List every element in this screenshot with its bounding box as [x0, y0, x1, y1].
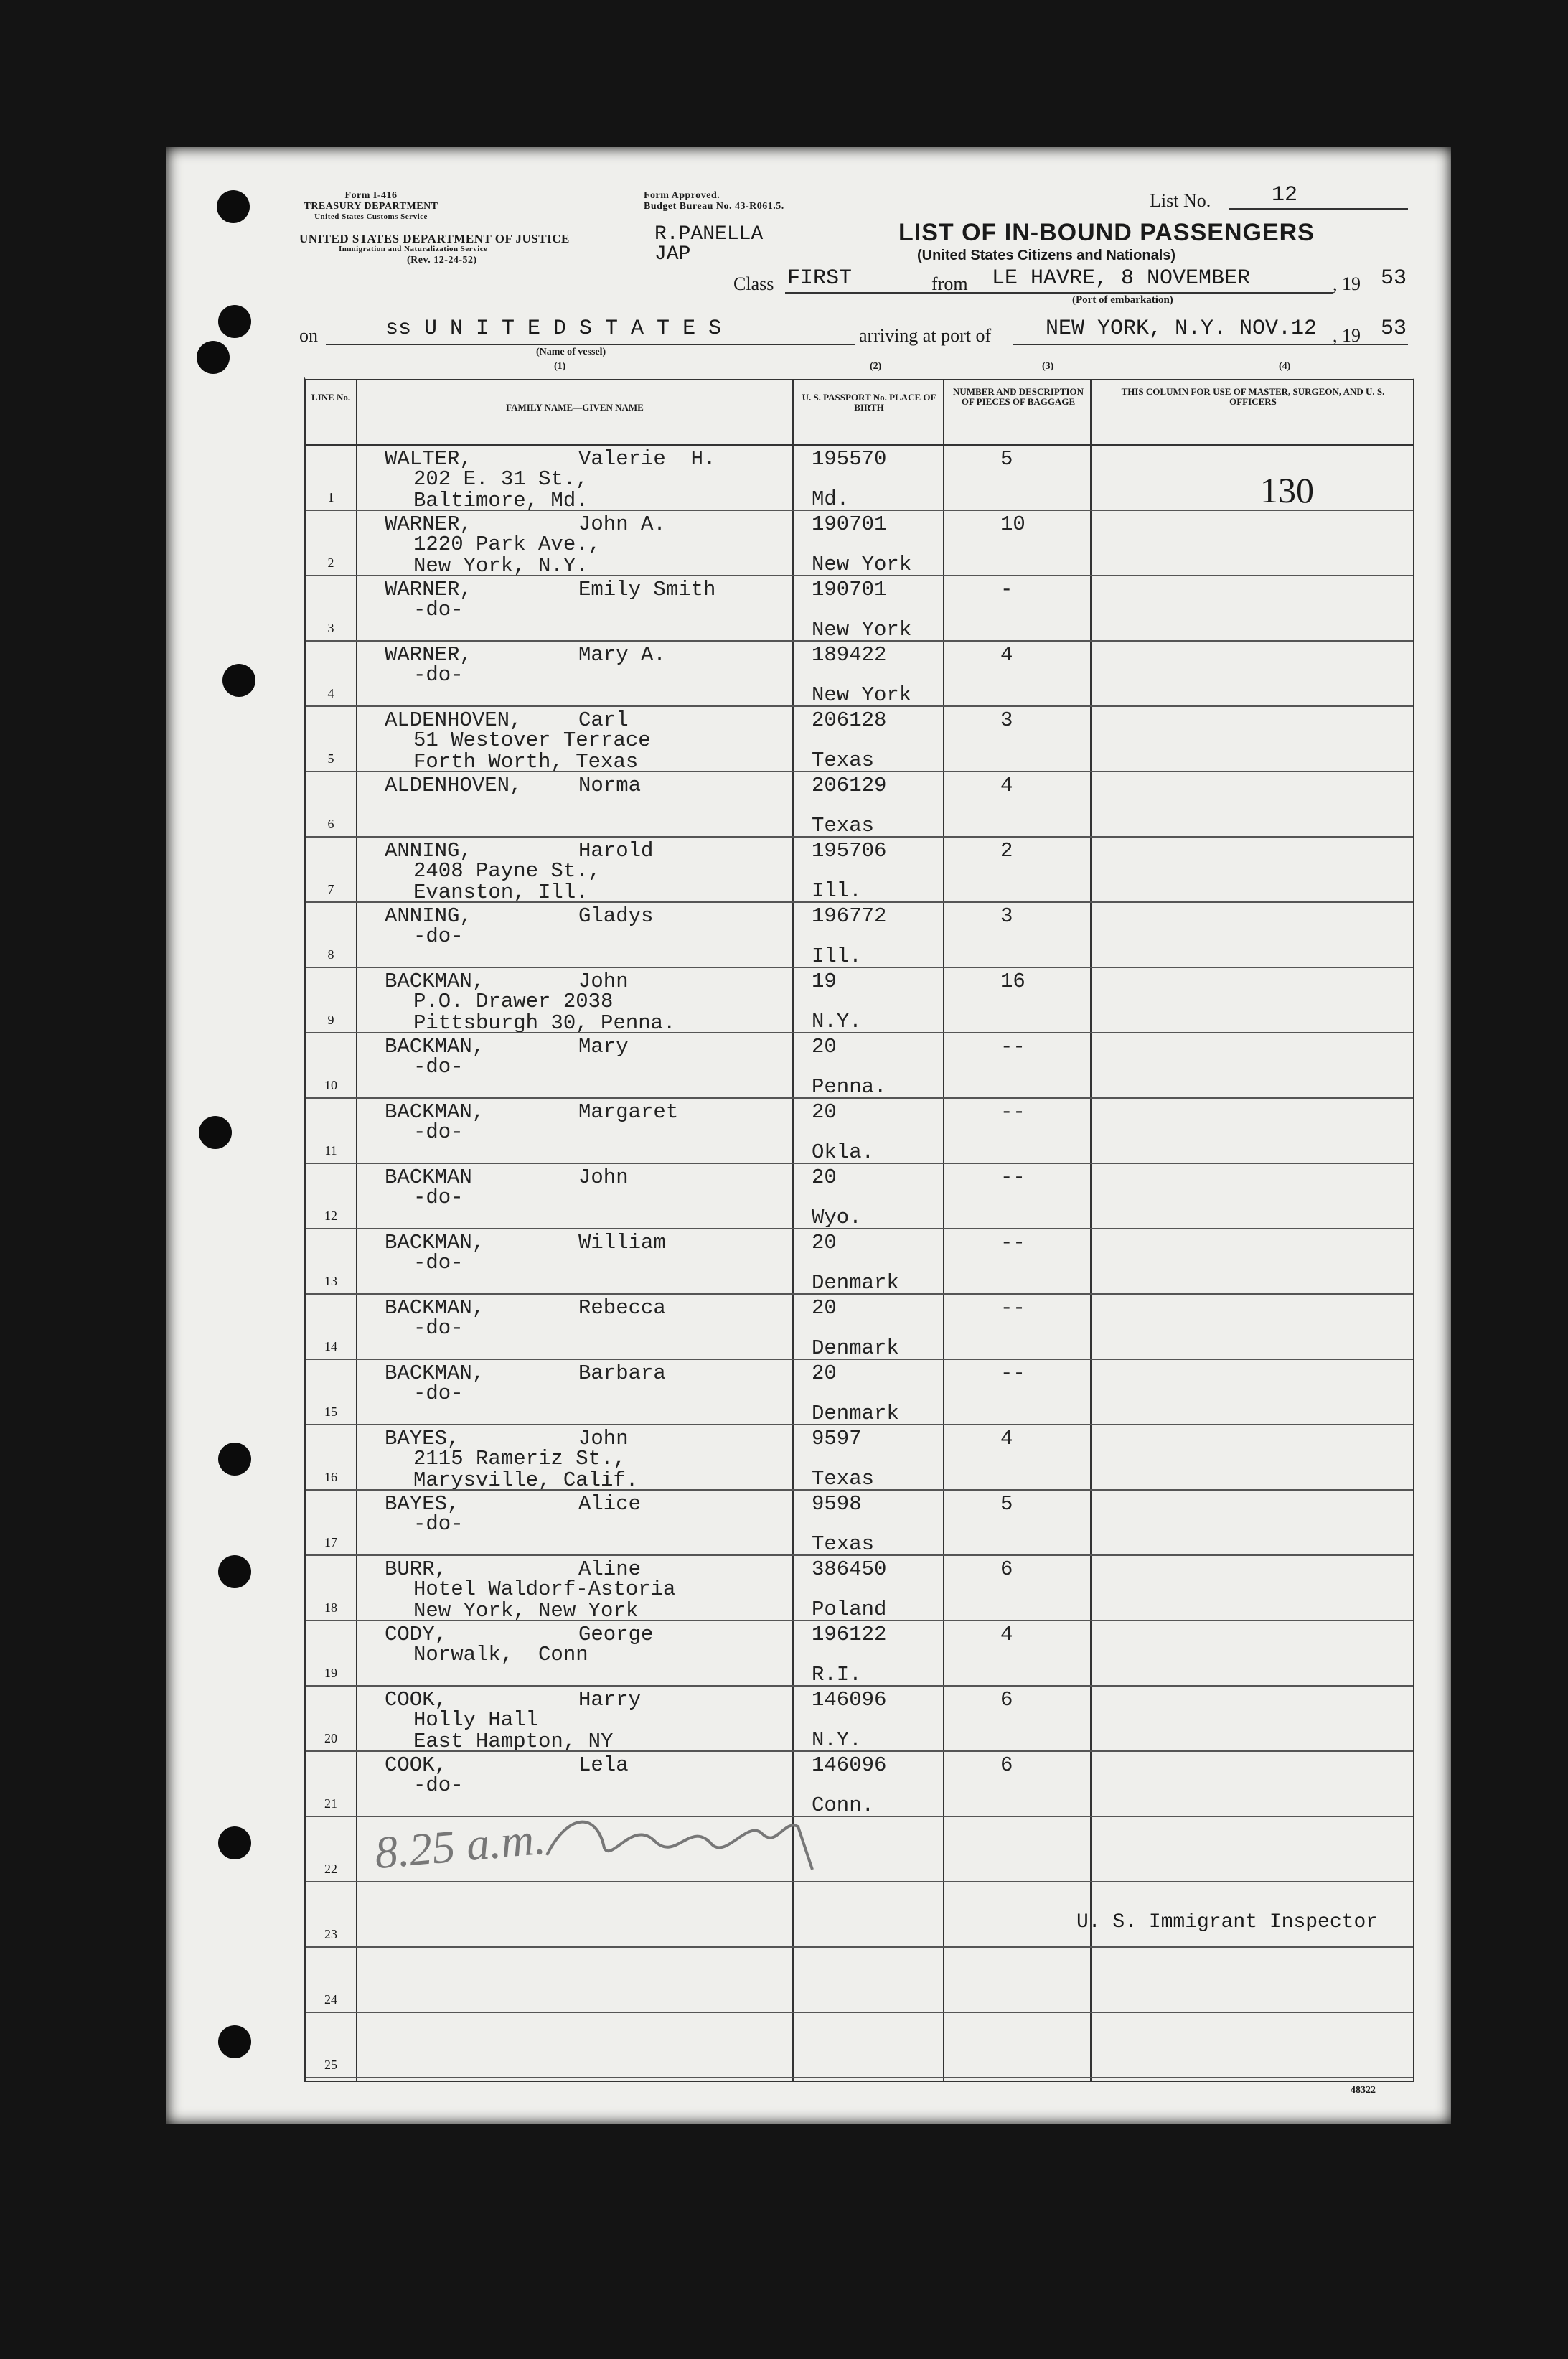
punch-hole [197, 341, 230, 374]
place-of-birth: Wyo. [812, 1206, 862, 1229]
baggage-count: 4 [1000, 643, 1013, 667]
family-name: BACKMAN [385, 1166, 472, 1189]
baggage-count: 5 [1000, 1492, 1013, 1516]
line-number: 23 [324, 1927, 337, 1941]
baggage-count: -- [1000, 1296, 1025, 1320]
given-name: Rebecca [578, 1296, 666, 1320]
given-name: Carl [578, 708, 629, 732]
table-row [306, 1229, 1413, 1295]
baggage-count: 3 [1000, 708, 1013, 732]
family-name: BACKMAN, [385, 1361, 485, 1385]
col-num-1: (1) [554, 361, 566, 372]
family-name: COOK, [385, 1753, 448, 1777]
passport-number: 20 [812, 1361, 837, 1385]
ins-label: Immigration and Naturalization Service [339, 245, 488, 253]
table-row [306, 1752, 1413, 1817]
baggage-count: 4 [1000, 774, 1013, 797]
table-row [306, 1425, 1413, 1491]
place-of-birth: Denmark [812, 1271, 899, 1295]
footer-form-number: 48322 [1351, 2085, 1376, 2096]
table-row [306, 2013, 1413, 2078]
family-name: WARNER, [385, 512, 472, 536]
line-number: 9 [327, 1013, 334, 1027]
arrival-year-prefix: , 19 [1333, 325, 1361, 346]
address: -do- [413, 1055, 464, 1079]
table-row [306, 1164, 1413, 1229]
address: 2115 Rameriz St., Marysville, Calif. [413, 1447, 639, 1492]
arrival-year: 53 [1381, 316, 1407, 341]
given-name: Emily Smith [578, 578, 716, 601]
col-header-name: FAMILY NAME—GIVEN NAME [506, 402, 644, 413]
agent-code: JAP [654, 243, 691, 266]
baggage-count: -- [1000, 1166, 1025, 1189]
customs-label: United States Customs Service [314, 212, 428, 221]
col-header-officers: THIS COLUMN FOR USE OF MASTER, SURGEON, AND U. S. OFFICERS [1121, 386, 1385, 407]
address: 51 Westover Terrace Forth Worth, Texas [413, 728, 651, 774]
line-number: 7 [327, 882, 334, 896]
arriving-label: arriving at port of [859, 325, 992, 346]
line-number: 20 [324, 1731, 337, 1745]
family-name: BAYES, [385, 1492, 460, 1516]
col-header-baggage: NUMBER AND DESCRIPTION OF PIECES OF BAGGAGE [952, 386, 1084, 407]
col-num-3: (3) [1042, 361, 1054, 372]
baggage-count: 4 [1000, 1623, 1013, 1646]
given-name: John [578, 1166, 629, 1189]
vessel-caption: (Name of vessel) [536, 347, 606, 357]
from-label: from [931, 273, 968, 294]
given-name: John [578, 970, 629, 993]
place-of-birth: Texas [812, 749, 875, 772]
passport-number: 195570 [812, 447, 887, 471]
vessel-underline [326, 344, 855, 345]
given-name: Alice [578, 1492, 642, 1516]
family-name: WARNER, [385, 578, 472, 601]
passport-number: 195706 [812, 839, 887, 863]
family-name: ALDENHOVEN, [385, 708, 522, 732]
justice-block [299, 233, 601, 266]
table-row [306, 1099, 1413, 1164]
passport-number: 190701 [812, 512, 887, 536]
table-row [306, 1556, 1413, 1621]
on-label: on [299, 325, 318, 346]
passport-number: 9597 [812, 1427, 862, 1450]
line-number: 6 [327, 817, 334, 831]
punch-hole [218, 1555, 251, 1588]
given-name: Aline [578, 1557, 642, 1581]
table-row [306, 1491, 1413, 1556]
table-row [306, 1687, 1413, 1752]
given-name: Norma [578, 774, 642, 797]
family-name: CODY, [385, 1623, 448, 1646]
agent-name: R.PANELLA [654, 223, 764, 245]
place-of-birth: Okla. [812, 1140, 875, 1164]
officer-note: 130 [1260, 470, 1314, 510]
given-name: Valerie H. [578, 447, 716, 471]
passport-number: 20 [812, 1231, 837, 1254]
family-name: ANNING, [385, 904, 472, 928]
table-row [306, 1360, 1413, 1425]
year-prefix: , 19 [1333, 273, 1361, 294]
row-divider [306, 2077, 1413, 2078]
given-name: Harold [578, 839, 654, 863]
table-row [306, 446, 1413, 511]
baggage-count: - [1000, 578, 1013, 601]
rev-label: (Rev. 12-24-52) [407, 255, 477, 266]
line-number: 14 [324, 1339, 337, 1354]
address: -do- [413, 1316, 464, 1340]
line-number: 16 [324, 1470, 337, 1484]
table-row [306, 1295, 1413, 1360]
passport-number: 20 [812, 1296, 837, 1320]
col-header-line: LINE No. [311, 392, 351, 403]
address: Holly Hall East Hampton, NY [413, 1708, 614, 1753]
address: 1220 Park Ave., New York, N.Y. [413, 533, 601, 578]
family-name: BAYES, [385, 1427, 460, 1450]
address: Norwalk, Conn [413, 1643, 588, 1666]
place-of-birth: New York [812, 618, 912, 642]
line-number: 22 [324, 1862, 337, 1876]
given-name: Harry [578, 1688, 642, 1712]
vessel-name: ss U N I T E D S T A T E S [385, 316, 722, 341]
line-number: 13 [324, 1274, 337, 1288]
place-of-birth: Ill. [812, 879, 862, 903]
baggage-count: 3 [1000, 904, 1013, 928]
given-name: Lela [578, 1753, 629, 1777]
passport-number: 189422 [812, 643, 887, 667]
address: Hotel Waldorf-Astoria New York, New York [413, 1577, 676, 1623]
punch-hole [218, 1443, 251, 1476]
place-of-birth: Texas [812, 1532, 875, 1556]
family-name: BACKMAN, [385, 1231, 485, 1254]
baggage-count: -- [1000, 1231, 1025, 1254]
given-name: George [578, 1623, 654, 1646]
passport-number: 196772 [812, 904, 887, 928]
table-row [306, 838, 1413, 903]
inspector-label: U. S. Immigrant Inspector [1076, 1911, 1379, 1933]
class-underline [785, 292, 1000, 294]
line-number: 18 [324, 1600, 337, 1615]
treasury-label: TREASURY DEPARTMENT [304, 201, 438, 212]
table-row [306, 772, 1413, 838]
document-title: LIST OF IN-BOUND PASSENGERS [898, 219, 1315, 246]
given-name: John A. [578, 512, 666, 536]
baggage-count: 6 [1000, 1753, 1013, 1777]
line-number: 21 [324, 1796, 337, 1811]
handwritten-signature: 8.25 a.m. [372, 1812, 548, 1879]
punch-hole [218, 305, 251, 338]
address: -do- [413, 1251, 464, 1275]
line-number: 2 [327, 555, 334, 570]
place-of-birth: Md. [812, 487, 850, 511]
signature-scribble-icon [540, 1805, 841, 1877]
family-name: BACKMAN, [385, 1296, 485, 1320]
baggage-count: 2 [1000, 839, 1013, 863]
from-underline [974, 292, 1333, 294]
from-value: LE HAVRE, 8 NOVEMBER [992, 266, 1251, 291]
place-of-birth: Denmark [812, 1336, 899, 1360]
line-number: 8 [327, 947, 334, 962]
family-name: BACKMAN, [385, 1100, 485, 1124]
family-name: WALTER, [385, 447, 472, 471]
line-number: 1 [327, 490, 334, 505]
form-agency-block [299, 190, 443, 222]
table-row [306, 1033, 1413, 1099]
baggage-count: 16 [1000, 970, 1025, 993]
given-name: John [578, 1427, 629, 1450]
line-number: 10 [324, 1078, 337, 1092]
table-row [306, 642, 1413, 707]
approval-block [644, 190, 873, 212]
form-number: Form I-416 [344, 190, 398, 201]
list-no-label: List No. [1150, 190, 1211, 211]
col-num-4: (4) [1279, 361, 1291, 372]
table-row [306, 707, 1413, 772]
table-row [306, 576, 1413, 642]
col-num-2: (2) [870, 361, 882, 372]
family-name: ALDENHOVEN, [385, 774, 522, 797]
given-name: Gladys [578, 904, 654, 928]
place-of-birth: New York [812, 683, 912, 707]
passport-number: 190701 [812, 578, 887, 601]
list-no-value: 12 [1272, 183, 1298, 207]
family-name: ANNING, [385, 839, 472, 863]
agent-initials [654, 225, 763, 265]
family-name: BACKMAN, [385, 970, 485, 993]
address: P.O. Drawer 2038 Pittsburgh 30, Penna. [413, 990, 676, 1035]
document-subtitle: (United States Citizens and Nationals) [917, 248, 1176, 263]
passport-number: 20 [812, 1166, 837, 1189]
baggage-count: 5 [1000, 447, 1013, 471]
baggage-count: 10 [1000, 512, 1025, 536]
place-of-birth: N.Y. [812, 1728, 862, 1752]
table-row [306, 1948, 1413, 2013]
punch-hole [217, 190, 250, 223]
budget-bureau: Budget Bureau No. 43-R061.5. [644, 201, 784, 212]
line-number: 3 [327, 621, 334, 635]
manifest-page [166, 147, 1451, 2124]
line-number: 19 [324, 1666, 337, 1680]
baggage-count: 6 [1000, 1688, 1013, 1712]
class-value: FIRST [787, 266, 853, 291]
given-name: William [578, 1231, 666, 1254]
passport-number: 9598 [812, 1492, 862, 1516]
year-value: 53 [1381, 266, 1407, 291]
address: -do- [413, 1512, 464, 1536]
given-name: Mary [578, 1035, 629, 1059]
passport-number: 20 [812, 1100, 837, 1124]
place-of-birth: Texas [812, 1467, 875, 1491]
line-number: 15 [324, 1404, 337, 1419]
punch-hole [218, 1826, 251, 1859]
pencil-mark [540, 1805, 841, 1887]
place-of-birth: Texas [812, 814, 875, 838]
place-of-birth: Ill. [812, 944, 862, 968]
baggage-count: 4 [1000, 1427, 1013, 1450]
passport-number: 196122 [812, 1623, 887, 1646]
address: -do- [413, 663, 464, 687]
address: 202 E. 31 St., Baltimore, Md. [413, 467, 588, 512]
port-embark-caption: (Port of embarkation) [1072, 294, 1173, 306]
address: 2408 Payne St., Evanston, Ill. [413, 859, 601, 904]
arrival-port: NEW YORK, N.Y. NOV.12 [1046, 316, 1318, 341]
list-no-underline [1229, 208, 1408, 210]
family-name: WARNER, [385, 643, 472, 667]
passport-number: 206129 [812, 774, 887, 797]
line-number: 12 [324, 1209, 337, 1223]
place-of-birth: N.Y. [812, 1010, 862, 1033]
line-number: 24 [324, 1992, 337, 2007]
baggage-count: -- [1000, 1361, 1025, 1385]
family-name: COOK, [385, 1688, 448, 1712]
place-of-birth: R.I. [812, 1663, 862, 1687]
address: -do- [413, 1382, 464, 1405]
line-number: 25 [324, 2058, 337, 2072]
place-of-birth: Penna. [812, 1075, 887, 1099]
place-of-birth: Poland [812, 1598, 887, 1621]
punch-hole [218, 2025, 251, 2058]
given-name: Barbara [578, 1361, 666, 1385]
given-name: Margaret [578, 1100, 679, 1124]
baggage-count: 6 [1000, 1557, 1013, 1581]
address: -do- [413, 924, 464, 948]
address: -do- [413, 1773, 464, 1797]
line-number: 17 [324, 1535, 337, 1549]
passport-number: 19 [812, 970, 837, 993]
address: -do- [413, 1186, 464, 1209]
line-number: 5 [327, 751, 334, 766]
given-name: Mary A. [578, 643, 666, 667]
class-label: Class [733, 273, 774, 294]
place-of-birth: New York [812, 553, 912, 576]
table-row [306, 511, 1413, 576]
passport-number: 20 [812, 1035, 837, 1059]
table-row [306, 903, 1413, 968]
col-header-passport: U. S. PASSPORT No. PLACE OF BIRTH [802, 392, 936, 413]
form-approved: Form Approved. [644, 190, 720, 201]
passport-number: 206128 [812, 708, 887, 732]
passport-number: 386450 [812, 1557, 887, 1581]
passport-number: 146096 [812, 1688, 887, 1712]
place-of-birth: Conn. [812, 1793, 875, 1817]
table-row [306, 1621, 1413, 1687]
baggage-count: -- [1000, 1035, 1025, 1059]
passport-number: 146096 [812, 1753, 887, 1777]
line-number: 11 [324, 1143, 337, 1158]
table-row [306, 968, 1413, 1033]
place-of-birth: Denmark [812, 1402, 899, 1425]
line-number: 4 [327, 686, 334, 700]
baggage-count: -- [1000, 1100, 1025, 1124]
punch-hole [199, 1116, 232, 1149]
punch-hole [222, 664, 255, 697]
address: -do- [413, 1120, 464, 1144]
family-name: BACKMAN, [385, 1035, 485, 1059]
family-name: BURR, [385, 1557, 448, 1581]
address: -do- [413, 598, 464, 622]
justice-label: UNITED STATES DEPARTMENT OF JUSTICE [299, 232, 570, 245]
